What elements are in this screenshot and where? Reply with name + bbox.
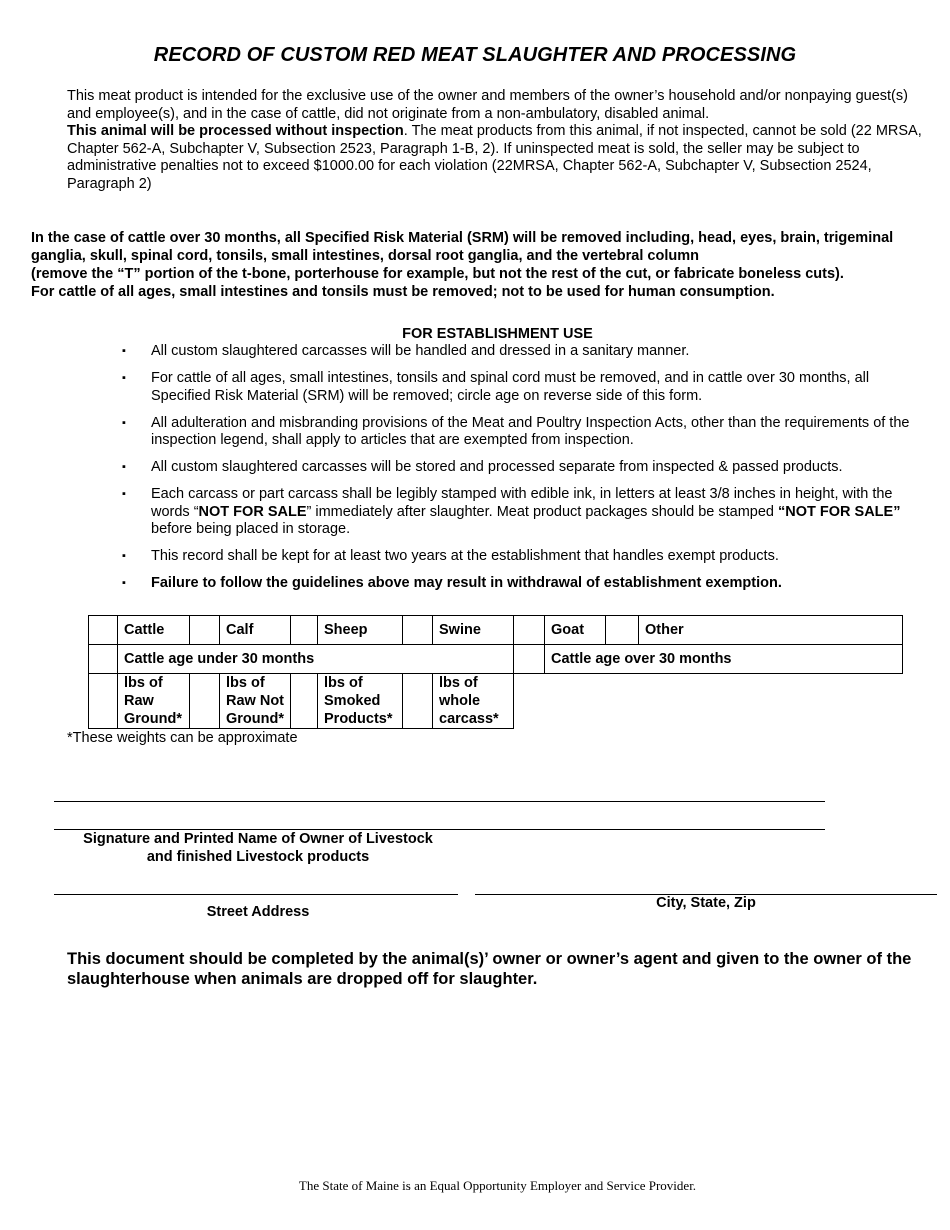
intro-paragraph-1: This meat product is intended for the exclusive use of the owner and members of the owner’s household and/or nonpaying guest(s) and employee(s), and in the case of cattle, did not originate from a non-ambulatory, disabled animal. — [67, 88, 908, 122]
species-label-calf: Calf — [220, 616, 291, 645]
srm-warning-line-2: (remove the “T” portion of the t-bone, porterhouse for example, but not the rest of the cut, or fabricate boneless cuts). — [31, 266, 844, 282]
street-address-label: Street Address — [206, 904, 310, 920]
guideline-item: ▪ All custom slaughtered carcasses will be stored and processed separate from inspected & passed products. — [122, 459, 843, 475]
cattle-checkbox[interactable] — [89, 616, 118, 645]
smoked-weight-field[interactable] — [291, 674, 318, 729]
guideline-item: ▪ This record shall be kept for at least two years at the establishment that handles exempt products. — [122, 548, 779, 564]
weight-label-smoked: lbs of Smoked Products* — [318, 674, 403, 729]
bullet-icon: ▪ — [122, 416, 126, 429]
age-row — [89, 645, 903, 674]
other-checkbox[interactable] — [606, 616, 639, 645]
weight-label-raw-ground: lbs of Raw Ground* — [118, 674, 190, 729]
age-under-checkbox[interactable] — [89, 645, 118, 674]
bullet-icon: ▪ — [122, 461, 126, 473]
signature-line-upper[interactable] — [54, 801, 825, 802]
bullet-icon: ▪ — [122, 488, 126, 500]
species-label-goat: Goat — [545, 616, 606, 645]
species-label-other: Other — [639, 616, 903, 645]
species-label-cattle: Cattle — [118, 616, 190, 645]
age-over-checkbox[interactable] — [514, 645, 545, 674]
whole-carcass-weight-field[interactable] — [403, 674, 433, 729]
page-title: RECORD OF CUSTOM RED MEAT SLAUGHTER AND PROCESSING — [153, 44, 797, 66]
guideline-item: ▪ All custom slaughtered carcasses will be handled and dressed in a sanitary manner. — [122, 343, 690, 359]
species-label-sheep: Sheep — [318, 616, 403, 645]
guideline-item: ▪ All adulteration and misbranding provisions of the Meat and Poultry Inspection Acts, other than the requirements of the inspection legend, shall apply to articles that are exempted from inspection. — [122, 414, 910, 448]
goat-checkbox[interactable] — [514, 616, 545, 645]
raw-ground-weight-field[interactable] — [89, 674, 118, 729]
weight-label-whole-carcass: lbs of whole carcass* — [433, 674, 514, 729]
bullet-icon: ▪ — [122, 372, 126, 384]
guideline-item-stamping: ▪ Each carcass or part carcass shall be legibly stamped with edible ink, in letters at least 3/8 inches in height, with the words “NOT FOR SALE” immediately after slaughter. Meat product packages should be stamped “NOT FOR SALE” before being placed in storage. — [122, 486, 901, 537]
weights-row — [89, 674, 903, 729]
calf-checkbox[interactable] — [190, 616, 220, 645]
weights-note: *These weights can be approximate — [67, 730, 298, 746]
weight-label-raw-not-ground: lbs of Raw Not Ground* — [220, 674, 291, 729]
intro-paragraph-2 — [67, 123, 927, 193]
street-address-line[interactable] — [54, 894, 458, 895]
species-label-swine: Swine — [433, 616, 514, 645]
establishment-guidelines — [120, 343, 932, 602]
srm-warning — [31, 229, 931, 301]
guideline-item-warning: ▪ Failure to follow the guidelines above may result in withdrawal of establishment exemption. — [122, 575, 782, 591]
srm-warning-line-3: For cattle of all ages, small intestines and tonsils must be removed; not to be used for human consumption. — [31, 284, 775, 300]
species-row — [89, 616, 903, 645]
completion-instructions: This document should be completed by the animal(s)’ owner or owner’s agent and given to the owner of the slaughterhouse when animals are dropped off for slaughter. — [67, 950, 912, 988]
intro-section — [67, 88, 927, 193]
signature-label: Signature and Printed Name of Owner of Livestock and finished Livestock products — [83, 831, 433, 865]
bullet-icon: ▪ — [122, 345, 126, 357]
guideline-item: ▪ For cattle of all ages, small intestines, tonsils and spinal cord must be removed, and in cattle over 30 months, all Specified Risk Material (SRM) will be removed; circle age on reverse side of this form. — [122, 370, 870, 404]
intro-bold-statement: This animal will be processed without inspection — [67, 123, 404, 139]
intro-legal-text: . The meat products from this animal, if not inspected, cannot be sold (22 MRSA, Chapter 562-A, Subchapter V, Subsection 2523, Paragraph 1-B, 2). If uninspected meat is sold, the seller may be subject to administrative penalties not to exceed $1000.00 for each violation (22MRSA, Chapter 562-A, Subchapter V, Subsection 2524, Paragraph 2) — [67, 123, 922, 192]
srm-warning-line-1: In the case of cattle over 30 months, all Specified Risk Material (SRM) will be removed including, head, eyes, brain, trigeminal ganglia, skull, spinal cord, tonsils, small intestines, dorsal root ganglia, and the vertebral column — [31, 230, 894, 264]
bullet-icon: ▪ — [122, 550, 126, 562]
establishment-heading: FOR ESTABLISHMENT USE — [402, 326, 593, 342]
age-under-label: Cattle age under 30 months — [118, 645, 514, 674]
raw-not-ground-weight-field[interactable] — [190, 674, 220, 729]
bullet-icon: ▪ — [122, 577, 126, 589]
species-table — [88, 615, 903, 729]
city-state-zip-label: City, State, Zip — [656, 895, 756, 911]
age-over-label: Cattle age over 30 months — [545, 645, 903, 674]
empty-cell — [514, 674, 903, 729]
swine-checkbox[interactable] — [403, 616, 433, 645]
footer-statement: The State of Maine is an Equal Opportunity Employer and Service Provider. — [298, 1178, 697, 1193]
sheep-checkbox[interactable] — [291, 616, 318, 645]
